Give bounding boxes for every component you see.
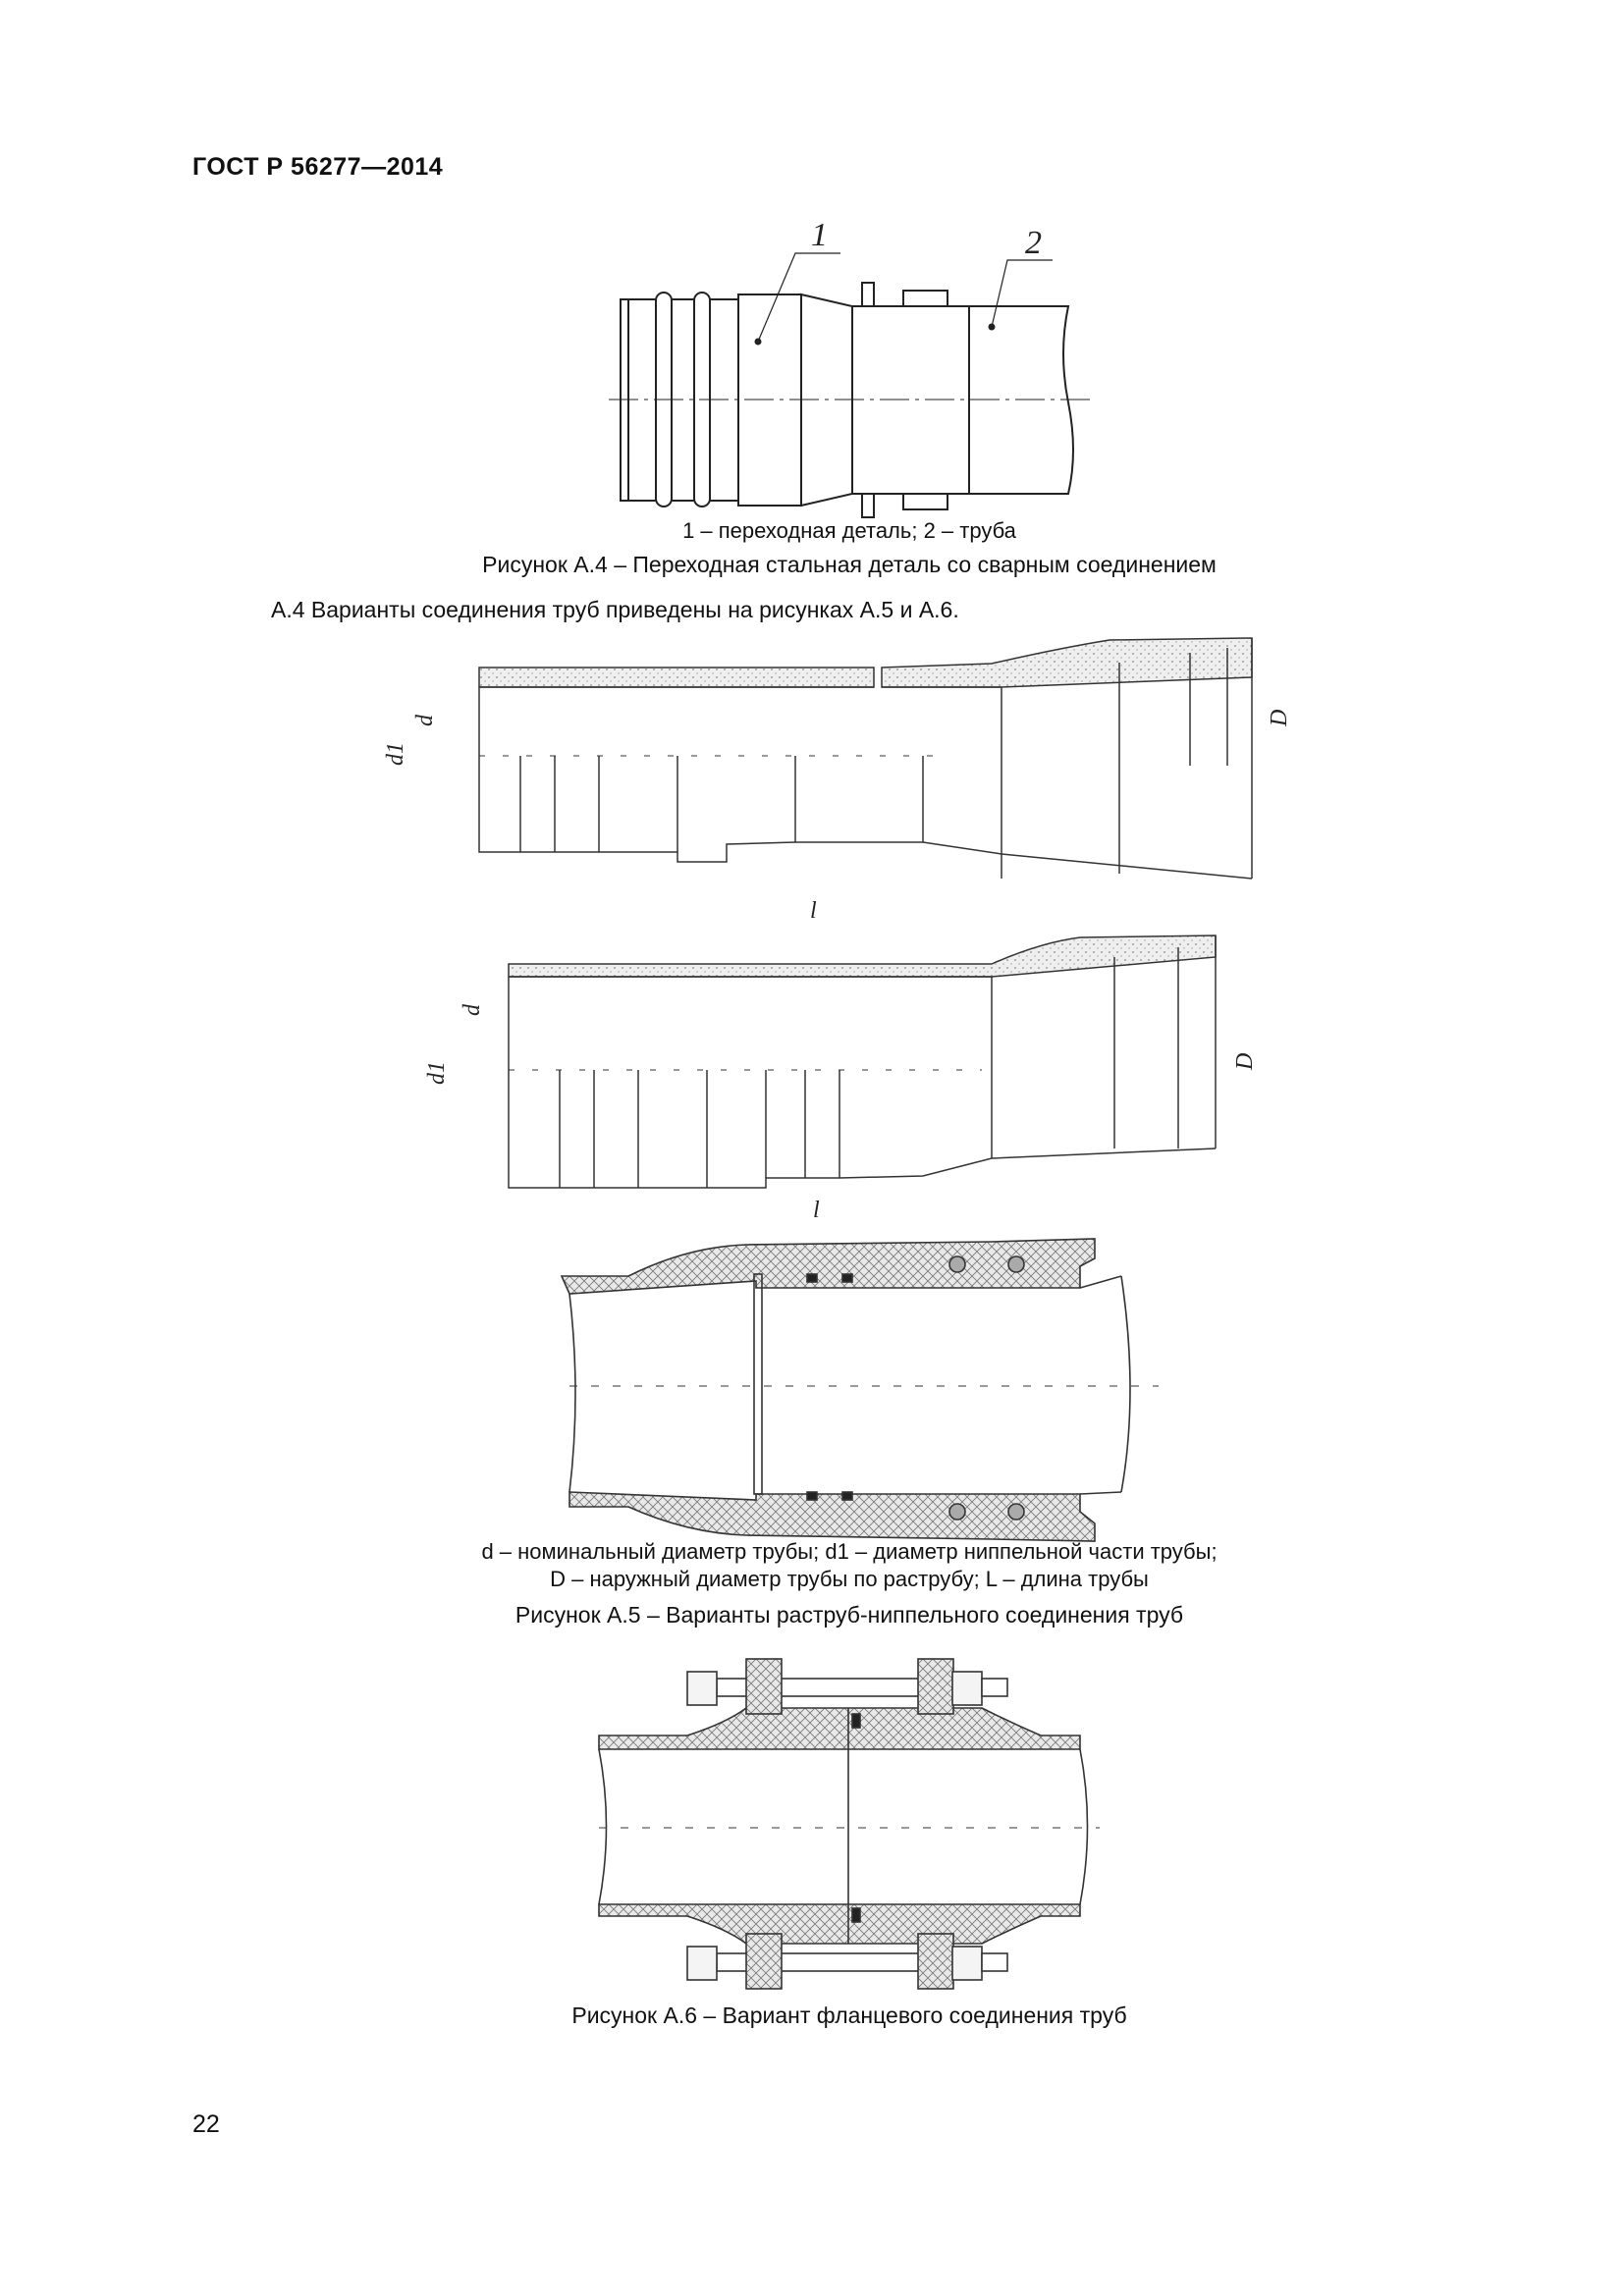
document-header: ГОСТ Р 56277—2014 <box>192 153 444 181</box>
figure-a6-flange-drawing <box>599 1659 1100 1989</box>
figure-a4-drawing <box>609 253 1090 517</box>
page-number: 22 <box>192 2110 220 2138</box>
dim-label-D-a: D <box>1267 709 1292 726</box>
callout-1: 1 <box>811 217 828 253</box>
callout-2: 2 <box>1025 225 1042 261</box>
paragraph-a4: А.4 Варианты соединения труб приведены на рисунках А.5 и А.6. <box>271 597 959 622</box>
figure-a5-legend-line-2: D – наружный диаметр трубы по раструбу; L – длина трубы <box>550 1567 1149 1591</box>
figure-a5-pipe-2 <box>509 935 1216 1188</box>
figure-a5-legend-line-1: d – номинальный диаметр трубы; d1 – диаметр ниппельной части трубы; <box>481 1539 1218 1564</box>
figure-a4-caption: Рисунок А.4 – Переходная стальная деталь со сварным соединением <box>482 552 1217 577</box>
dim-label-l-b: l <box>813 1198 820 1223</box>
dim-label-d-b: d <box>460 1004 485 1016</box>
dim-label-d1-a: d1 <box>383 742 408 766</box>
dim-label-d-a: d <box>412 715 438 726</box>
figure-a5-pipe-1 <box>479 638 1252 879</box>
figure-a4-legend: 1 – переходная деталь; 2 – труба <box>682 518 1016 543</box>
dim-label-l-a: l <box>810 898 817 924</box>
dim-label-d1-b: d1 <box>424 1061 450 1085</box>
figure-a5-joint-section <box>562 1239 1159 1541</box>
dim-label-D-b: D <box>1232 1052 1258 1070</box>
figure-a5-caption: Рисунок А.5 – Варианты раструб-ниппельного соединения труб <box>514 1602 1184 1628</box>
figure-a6-caption: Рисунок А.6 – Вариант фланцевого соединения труб <box>571 2002 1127 2028</box>
